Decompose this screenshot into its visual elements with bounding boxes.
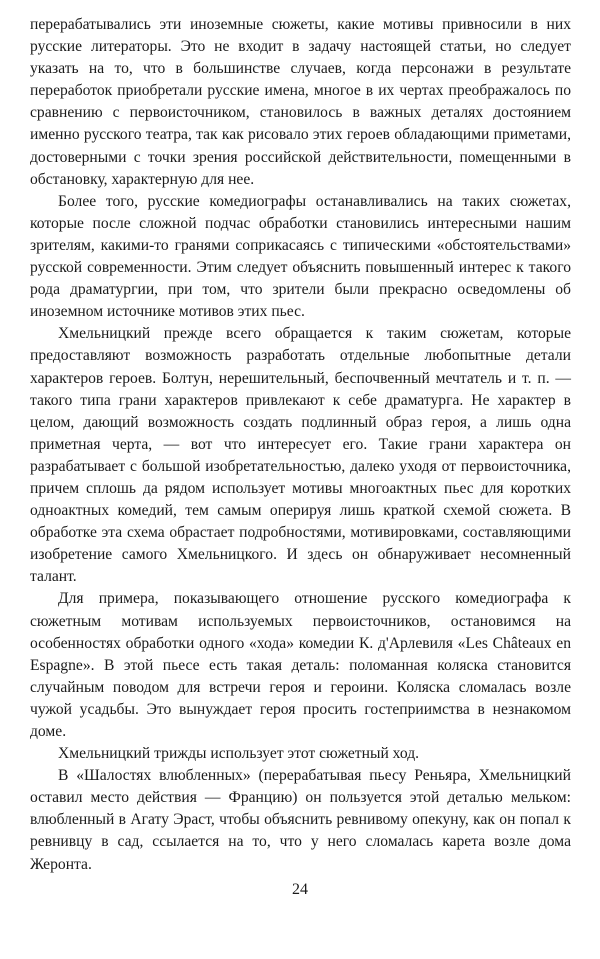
page-number: 24 xyxy=(292,881,308,898)
paragraph: Хмельницкий трижды использует этот сюжетный ход. xyxy=(58,745,420,763)
paragraph: В «Шалостях влюбленных» (перерабатывая пьесу Реньяра, Хмельницкий оставил место действия — Францию) он пользуется этой деталью мельком: влюбленный в Агату Эраст, чтобы объяснить ревнивому опекуну, как он попал к ревнивцу в сад, ссылается на то, что у него сломалась карета возле дома Жеронта. xyxy=(30,767,571,873)
paragraph: Хмельницкий прежде всего обращается к таким сюжетам, которые предоставляют возможность разработать отдельные любопытные детали характеров героев. Болтун, нерешительный, беспочвенный мечтатель и т. п. — такого типа грани характеров привлекают к себе драматурга. Не характер в целом, дающий возможность создать подлинный образ героя, а лишь одна приметная черта, — вот что интересует его. Такие грани характера он разрабатывает с большой изобретательностью, далеко уходя от первоисточника, причем сплошь да рядом использует мотивы многоактных пьес для коротких одноактных комедий, тем самым оперируя лишь краткой схемой сюжета. В обработке эта схема обрастает подробностями, мотивировками, составляющими изобретение самого Хмельницкого. И здесь он обнаруживает несомненный талант. xyxy=(30,325,571,586)
paragraph: Для примера, показывающего отношение русского комедиографа к сюжетным мотивам используемых первоисточников, остановимся на особенностях обработки одного «хода» комедии К. д'Арлевиля «Les Châteaux en Espagne». В этой пьесе есть такая деталь: поломанная коляска становится случайным поводом для встречи героя и героини. Коляска сломалась возле чужой усадьбы. Это вынуждает героя просить гостеприимства в незнакомом доме. xyxy=(30,590,571,740)
page-text xyxy=(30,14,571,876)
paragraph: Более того, русские комедиографы останавливались на таких сюжетах, которые после сложной подчас обработки становились интересными нашим зрителям, какими-то гранями соприкасаясь с типическими «обстоятельствами» русской современности. Этим следует объяснить повышенный интерес к такого рода драматургии, при том, что зрители были прекрасно осведомлены об иноземном источнике мотивов этих пьес. xyxy=(30,192,571,321)
paragraph-continued: перерабатывались эти иноземные сюжеты, какие мотивы привносили в них русские литераторы. Это не входит в задачу настоящей статьи, но следует указать на то, что в большинстве случаев, когда персонажи в результате переработок приобретали русские имена, многое в их чертах преображалось по сравнению с первоисточником, становилось в важных деталях достоянием именно русского театра, так как рисовало этих героев обладающими приметами, достоверными с точки зрения российской действительности, помещенными в обстановку, характерную для нее. xyxy=(30,16,571,188)
